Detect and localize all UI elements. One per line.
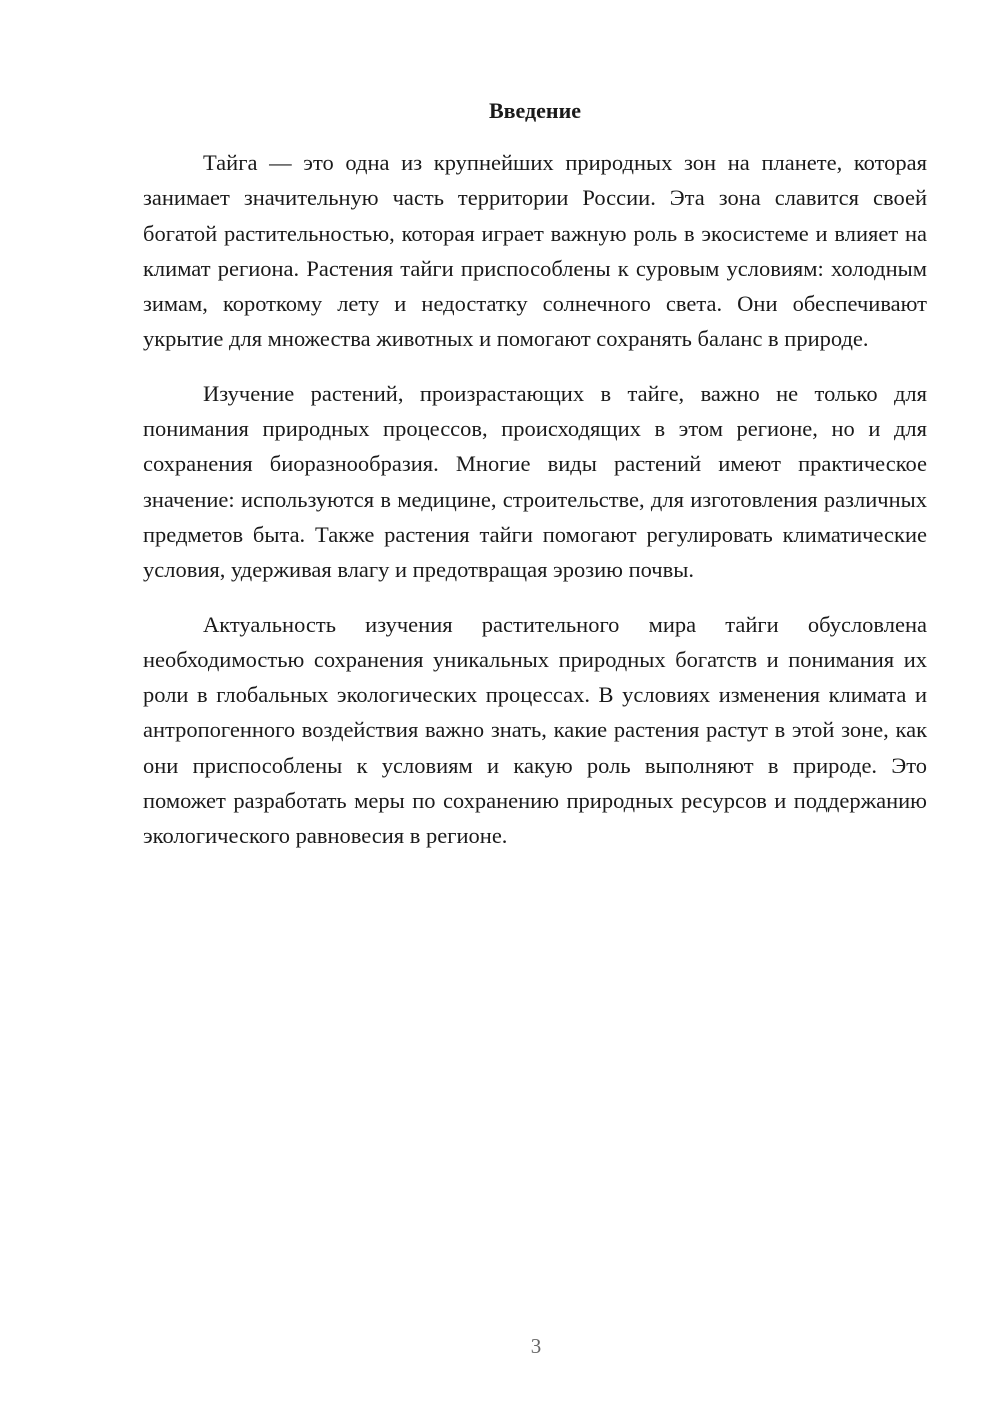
page-number: 3	[530, 1334, 542, 1358]
paragraph-2: Изучение растений, произрастающих в тайге, важно не только для понимания природных процессов, происходящих в этом регионе, но и для сохранения биоразнообразия. Многие виды растений имеют практическое значение: используются в медицине, строительстве, для изготовления различных предметов быта. Также растения тайги помогают регулировать климатические условия, удерживая влагу и предотвращая эрозию почвы.	[143, 380, 927, 583]
paragraph-1: Тайга — это одна из крупнейших природных зон на планете, которая занимает значительную часть территории России. Эта зона славится своей богатой растительностью, которая играет важную роль в экосистеме и влияет на климат региона. Растения тайги приспособлены к суровым условиям: холодным зимам, короткому лету и недостатку солнечного света. Они обеспечивают укрытие для множества животных и помогают сохранять баланс в природе.	[143, 150, 927, 352]
section-heading: Введение	[488, 98, 582, 123]
page-body	[143, 96, 927, 854]
paragraph-3: Актуальность изучения растительного мира тайги обусловлена необходимостью сохранения уникальных природных богатств и понимания их роли в глобальных экологических процессах. В условиях изменения климата и антропогенного воздействия важно знать, какие растения растут в этой зоне, как они приспособлены к условиям и какую роль выполняют в природе. Это поможет разработать меры по сохранению природных ресурсов и поддержанию экологического равновесия в регионе.	[143, 611, 927, 849]
